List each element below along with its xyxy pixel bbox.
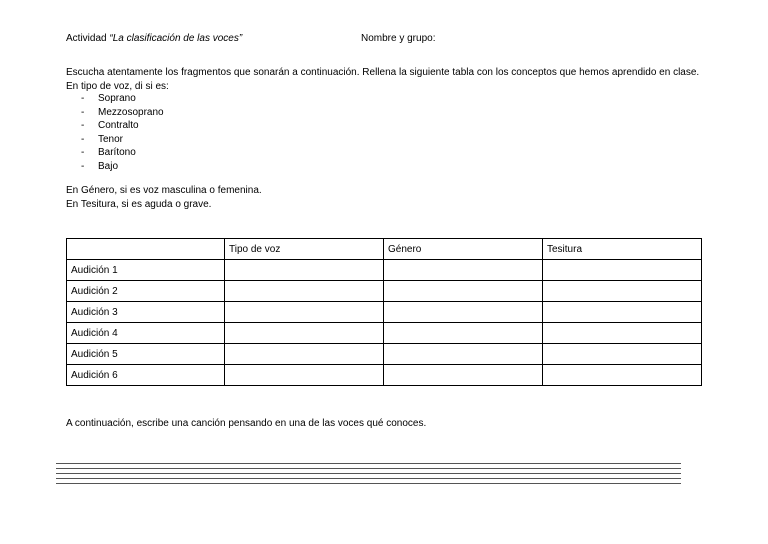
instructions-line-2: En tipo de voz, di si es:: [66, 80, 169, 92]
list-item: [81, 160, 164, 174]
table-row: [67, 365, 702, 386]
answer-cell[interactable]: [543, 302, 702, 323]
list-item: [81, 92, 164, 106]
staff-line: [56, 473, 681, 474]
voice-type-list: [81, 92, 164, 173]
answer-cell[interactable]: [543, 260, 702, 281]
row-label: Audición 4: [67, 323, 225, 344]
staff-line: [56, 483, 681, 484]
answer-cell[interactable]: [543, 344, 702, 365]
row-label: Audición 2: [67, 281, 225, 302]
name-group-label: Nombre y grupo:: [361, 33, 436, 44]
activity-prefix: Actividad: [66, 33, 110, 44]
table-header-row: [67, 239, 702, 260]
activity-title: [66, 33, 242, 45]
answer-cell[interactable]: [543, 281, 702, 302]
list-bullet: -: [81, 106, 85, 118]
table-row: [67, 302, 702, 323]
answer-cell[interactable]: [384, 302, 543, 323]
answer-cell[interactable]: [384, 260, 543, 281]
answer-cell[interactable]: [384, 344, 543, 365]
answer-cell[interactable]: [225, 344, 384, 365]
voice-type-label: Barítono: [98, 147, 136, 158]
answer-cell[interactable]: [225, 281, 384, 302]
table-header-voice-type: Tipo de voz: [225, 239, 384, 260]
tessitura-note: En Tesitura, si es aguda o grave.: [66, 199, 212, 210]
list-bullet: -: [81, 93, 85, 104]
row-label: Audición 6: [67, 365, 225, 386]
answer-cell[interactable]: [543, 323, 702, 344]
voice-type-label: Contralto: [98, 120, 139, 131]
voice-type-label: Mezzosoprano: [98, 106, 164, 118]
answer-table: [66, 238, 702, 386]
list-bullet: -: [81, 120, 85, 131]
music-staff: [56, 463, 681, 485]
row-label: Audición 1: [67, 260, 225, 281]
answer-cell[interactable]: [384, 365, 543, 386]
gender-note: En Género, si es voz masculina o femenina.: [66, 185, 262, 196]
staff-line: [56, 468, 681, 469]
answer-cell[interactable]: [384, 281, 543, 302]
staff-line: [56, 463, 681, 464]
table-row: [67, 281, 702, 302]
row-label: Audición 5: [67, 344, 225, 365]
activity-title-italic: “La clasificación de las voces”: [109, 33, 243, 44]
list-item: [81, 119, 164, 133]
list-item: [81, 106, 164, 120]
table-header-tessitura: Tesitura: [543, 239, 702, 260]
voice-type-label: Soprano: [98, 93, 136, 104]
table-row: [67, 260, 702, 281]
table-header-empty: [67, 239, 225, 260]
answer-cell[interactable]: [225, 302, 384, 323]
row-label: Audición 3: [67, 302, 225, 323]
answer-cell[interactable]: [543, 365, 702, 386]
list-item: [81, 146, 164, 160]
staff-line: [56, 478, 681, 479]
voice-type-label: Tenor: [98, 133, 124, 145]
instructions-line-1: Escucha atentamente los fragmentos que sonarán a continuación. Rellena la siguiente tabla con los conceptos que hemos aprendido en clase.: [66, 67, 700, 78]
table-header-gender: Género: [384, 239, 543, 260]
table-row: [67, 344, 702, 365]
song-instruction: A continuación, escribe una canción pensando en una de las voces qué conoces.: [66, 418, 427, 429]
notes: [66, 184, 262, 212]
answer-cell[interactable]: [225, 323, 384, 344]
answer-cell[interactable]: [384, 323, 543, 344]
voice-type-label: Bajo: [98, 160, 119, 172]
list-item: [81, 133, 164, 147]
list-bullet: -: [81, 160, 85, 172]
table-row: [67, 323, 702, 344]
instructions: [66, 66, 699, 93]
answer-cell[interactable]: [225, 365, 384, 386]
list-bullet: -: [81, 147, 85, 158]
list-bullet: -: [81, 133, 85, 145]
answer-cell[interactable]: [225, 260, 384, 281]
